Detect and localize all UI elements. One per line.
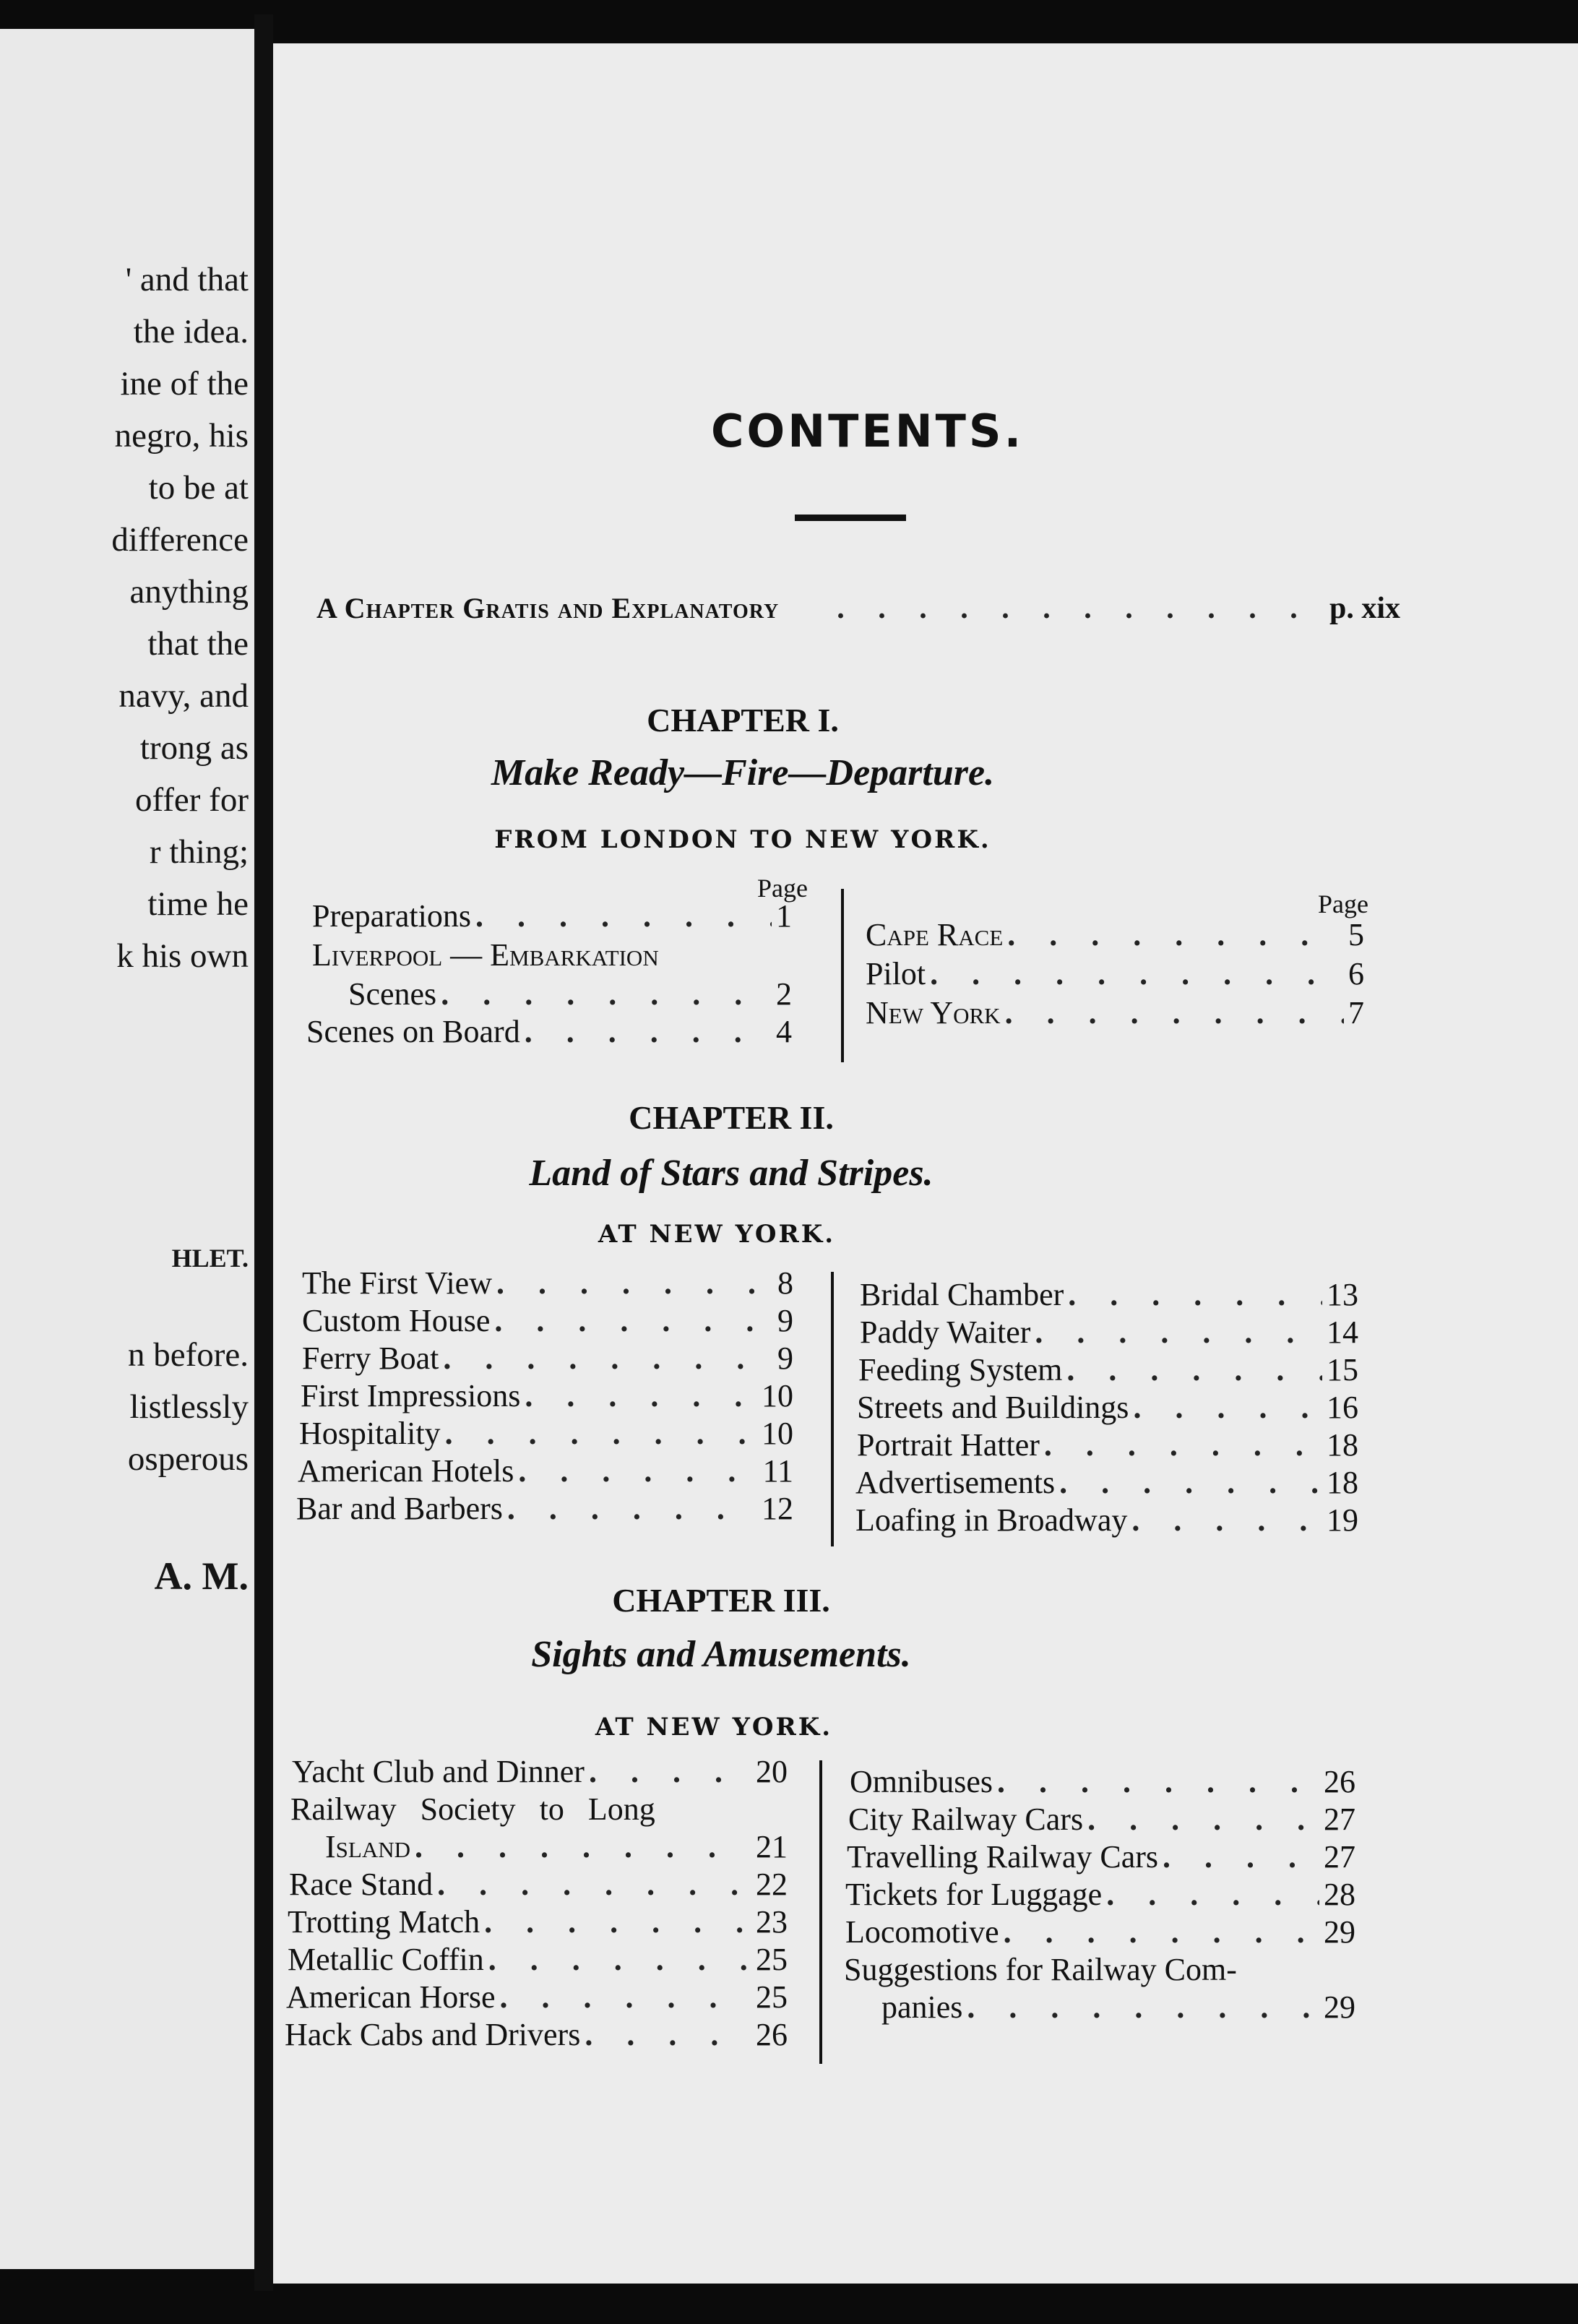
leader-dots xyxy=(1066,1351,1322,1388)
leader-dots xyxy=(475,898,772,934)
chapter-1-place: FROM LONDON TO NEW YORK. xyxy=(494,825,991,854)
entry-label: Scenes on Board xyxy=(306,1014,520,1049)
left-page-line: ine of the xyxy=(120,365,249,403)
toc-entry xyxy=(348,976,792,1012)
toc-entry xyxy=(325,1828,788,1865)
entry-page: 21 xyxy=(756,1829,788,1864)
entry-label: Race Stand xyxy=(289,1867,434,1902)
left-page-line: r thing; xyxy=(149,833,249,871)
toc-entry xyxy=(858,1351,1358,1388)
toc-entry xyxy=(855,1502,1358,1538)
gratis-entry xyxy=(316,591,1400,626)
leader-dots xyxy=(525,1377,757,1414)
toc-entry xyxy=(288,1941,788,1978)
entry-page: 11 xyxy=(762,1453,793,1489)
entry-label: American Hotels xyxy=(298,1453,514,1489)
entry-label: Railway Society to Long xyxy=(290,1791,655,1827)
entry-page: 10 xyxy=(762,1416,793,1451)
toc-entry xyxy=(290,1791,789,1828)
entry-label: American Horse xyxy=(286,1979,496,2015)
column-divider xyxy=(831,1272,834,1546)
toc-entry xyxy=(860,1276,1358,1313)
toc-entry xyxy=(848,1801,1355,1838)
entry-page: 7 xyxy=(1348,995,1364,1030)
entry-page: 4 xyxy=(776,1014,792,1049)
entry-label: Trotting Match xyxy=(288,1904,480,1940)
leader-dots xyxy=(507,1490,757,1527)
entry-label: Suggestions for Railway Com- xyxy=(844,1952,1237,1987)
left-page-line: HLET. xyxy=(171,1244,249,1273)
left-page-line: negro, his xyxy=(114,417,249,455)
entry-page: 19 xyxy=(1327,1502,1358,1538)
entry-label: Locomotive xyxy=(845,1914,999,1950)
toc-entry xyxy=(850,1763,1355,1800)
leader-dots xyxy=(589,1753,751,1790)
leader-dots xyxy=(1068,1276,1322,1313)
leader-dots xyxy=(488,1941,751,1978)
left-page-line: time he xyxy=(147,885,249,923)
leader-dots xyxy=(1005,994,1344,1031)
entry-page: 18 xyxy=(1327,1465,1358,1500)
toc-entry xyxy=(855,1464,1358,1501)
leader-dots xyxy=(441,976,772,1012)
entry-page: 27 xyxy=(1324,1839,1355,1875)
leader-dots xyxy=(1035,1314,1322,1351)
leader-dots xyxy=(837,591,1325,626)
entry-page: 1 xyxy=(776,898,792,934)
leader-dots xyxy=(1131,1502,1322,1538)
entry-page: 9 xyxy=(777,1340,793,1376)
entry-label: Liverpool — Embarkation xyxy=(312,937,659,973)
toc-entry xyxy=(302,1265,793,1301)
entry-page: 29 xyxy=(1324,1989,1355,2025)
page-title: CONTENTS. xyxy=(711,405,1025,457)
toc-entry xyxy=(288,1903,788,1940)
entry-page: 26 xyxy=(756,2017,788,2052)
entry-label: The First View xyxy=(302,1265,492,1301)
toc-entry xyxy=(301,1377,793,1414)
entry-page: 14 xyxy=(1327,1314,1358,1350)
entry-label: Bridal Chamber xyxy=(860,1277,1064,1312)
chapter-2-subtitle: Land of Stars and Stripes. xyxy=(529,1153,934,1194)
left-page-line: n before. xyxy=(127,1336,249,1374)
entry-page: 6 xyxy=(1348,956,1364,991)
leader-dots xyxy=(1059,1464,1322,1501)
entry-page: 27 xyxy=(1324,1802,1355,1837)
entry-label: Hack Cabs and Drivers xyxy=(285,2017,581,2052)
leader-dots xyxy=(415,1828,751,1865)
chapter-3-subtitle: Sights and Amusements. xyxy=(531,1634,911,1675)
entry-label: Hospitality xyxy=(299,1416,441,1451)
toc-entry xyxy=(292,1753,788,1790)
entry-page: 2 xyxy=(776,976,792,1012)
toc-entry xyxy=(845,1876,1355,1913)
entry-label: Island xyxy=(325,1829,410,1864)
toc-entry xyxy=(302,1340,793,1377)
chapter-1-subtitle: Make Ready—Fire—Departure. xyxy=(491,752,995,793)
entry-page: 18 xyxy=(1327,1427,1358,1463)
toc-entry xyxy=(285,2016,788,2053)
leader-dots xyxy=(585,2016,751,2053)
toc-entry xyxy=(298,1452,793,1489)
left-page-line: navy, and xyxy=(118,677,249,715)
leader-dots xyxy=(445,1415,757,1452)
leader-dots xyxy=(443,1340,773,1377)
entry-page: 10 xyxy=(762,1378,793,1413)
toc-entry xyxy=(845,1914,1355,1950)
left-page-line: listlessly xyxy=(129,1388,249,1426)
toc-entry xyxy=(312,898,792,934)
toc-entry xyxy=(302,1302,793,1339)
leader-dots xyxy=(1087,1801,1319,1838)
toc-entry xyxy=(306,1013,792,1050)
toc-entry xyxy=(299,1415,793,1452)
entry-page: 25 xyxy=(756,1942,788,1977)
left-page-line: anything xyxy=(129,573,249,611)
entry-label: Streets and Buildings xyxy=(857,1390,1129,1425)
entry-label: Loafing in Broadway xyxy=(855,1502,1128,1538)
entry-page: 9 xyxy=(777,1303,793,1338)
left-page-line: the idea. xyxy=(133,313,249,350)
leader-dots xyxy=(1007,916,1344,953)
left-page-line: to be at xyxy=(148,469,249,507)
entry-label: First Impressions xyxy=(301,1378,521,1413)
entry-label: Portrait Hatter xyxy=(857,1427,1040,1463)
leader-dots xyxy=(494,1302,773,1339)
left-page-line: difference xyxy=(111,521,249,559)
page-column-header: Page xyxy=(1318,890,1368,918)
leader-dots xyxy=(1163,1838,1319,1875)
leader-dots xyxy=(967,1989,1319,2026)
entry-label: Feeding System xyxy=(858,1352,1063,1387)
toc-entry xyxy=(844,1951,1355,1988)
entry-page: 26 xyxy=(1324,1764,1355,1799)
leader-dots xyxy=(496,1265,773,1301)
entry-label: Tickets for Luggage xyxy=(845,1877,1103,1912)
leader-dots xyxy=(1044,1426,1322,1463)
chapter-2-place: AT NEW YORK. xyxy=(598,1220,836,1249)
title-rule xyxy=(795,515,906,521)
entry-label: Ferry Boat xyxy=(302,1340,439,1376)
toc-entry xyxy=(312,937,792,973)
toc-entry xyxy=(286,1979,788,2015)
entry-page: 23 xyxy=(756,1904,788,1940)
column-divider xyxy=(819,1760,822,2064)
left-page-line: k his own xyxy=(116,937,249,975)
entry-page: 13 xyxy=(1327,1277,1358,1312)
page-column-header: Page xyxy=(757,874,808,903)
chapter-3-heading: CHAPTER III. xyxy=(612,1582,830,1619)
entry-label: Custom House xyxy=(302,1303,491,1338)
toc-entry xyxy=(296,1490,793,1527)
entry-page: 29 xyxy=(1324,1914,1355,1950)
entry-label: Paddy Waiter xyxy=(860,1314,1031,1350)
entry-page: 28 xyxy=(1324,1877,1355,1912)
entry-label: Bar and Barbers xyxy=(296,1491,503,1526)
chapter-3-place: AT NEW YORK. xyxy=(595,1713,833,1742)
leader-dots xyxy=(1004,1914,1319,1950)
entry-page: 25 xyxy=(756,1979,788,2015)
left-page-line: A. M. xyxy=(154,1554,249,1598)
toc-entry xyxy=(860,1314,1358,1351)
entry-label: Cape Race xyxy=(866,917,1004,952)
column-divider xyxy=(841,889,844,1062)
entry-page: 16 xyxy=(1327,1390,1358,1425)
leader-dots xyxy=(437,1866,751,1903)
toc-entry xyxy=(857,1389,1358,1426)
toc-entry xyxy=(289,1866,788,1903)
leader-dots xyxy=(500,1979,751,2015)
toc-entry xyxy=(857,1426,1358,1463)
leader-dots xyxy=(518,1452,758,1489)
left-page-line: ' and that xyxy=(125,261,249,298)
entry-label: Metallic Coffin xyxy=(288,1942,484,1977)
leader-dots xyxy=(1133,1389,1322,1426)
left-page-line: offer for xyxy=(134,781,249,819)
left-page-line: osperous xyxy=(127,1440,249,1478)
entry-label: Omnibuses xyxy=(850,1764,993,1799)
toc-entry xyxy=(866,916,1364,953)
entry-label: panies xyxy=(881,1989,963,2025)
leader-dots xyxy=(1106,1876,1319,1913)
toc-entry xyxy=(866,994,1364,1031)
entry-page: 22 xyxy=(756,1867,788,1902)
entry-label: Preparations xyxy=(312,898,471,934)
entry-label: Yacht Club and Dinner xyxy=(292,1754,585,1789)
entry-page: 12 xyxy=(762,1491,793,1526)
toc-entry xyxy=(847,1838,1355,1875)
left-facing-page xyxy=(0,29,259,2269)
toc-entry xyxy=(866,955,1364,992)
left-page-line: that the xyxy=(147,625,249,663)
chapter-2-heading: CHAPTER II. xyxy=(629,1099,834,1136)
entry-page: 8 xyxy=(777,1265,793,1301)
toc-entry xyxy=(881,1989,1355,2026)
entry-page: 15 xyxy=(1327,1352,1358,1387)
leader-dots xyxy=(997,1763,1319,1800)
entry-label: Pilot xyxy=(866,956,926,991)
contents-page xyxy=(273,43,1578,2284)
entry-label: Scenes xyxy=(348,976,437,1012)
entry-label: New York xyxy=(866,995,1001,1030)
entry-label: City Railway Cars xyxy=(848,1802,1084,1837)
left-page-line: trong as xyxy=(139,729,249,767)
entry-label: Advertisements xyxy=(855,1465,1056,1500)
gratis-label: A Chapter Gratis and Explanatory xyxy=(316,592,780,624)
leader-dots xyxy=(525,1013,772,1050)
entry-label: Travelling Railway Cars xyxy=(847,1839,1158,1875)
leader-dots xyxy=(930,955,1344,992)
entry-page: 20 xyxy=(756,1754,788,1789)
gratis-page: p. xix xyxy=(1329,592,1400,625)
leader-dots xyxy=(484,1903,751,1940)
entry-page: 5 xyxy=(1348,917,1364,952)
chapter-1-heading: CHAPTER I. xyxy=(647,702,839,739)
